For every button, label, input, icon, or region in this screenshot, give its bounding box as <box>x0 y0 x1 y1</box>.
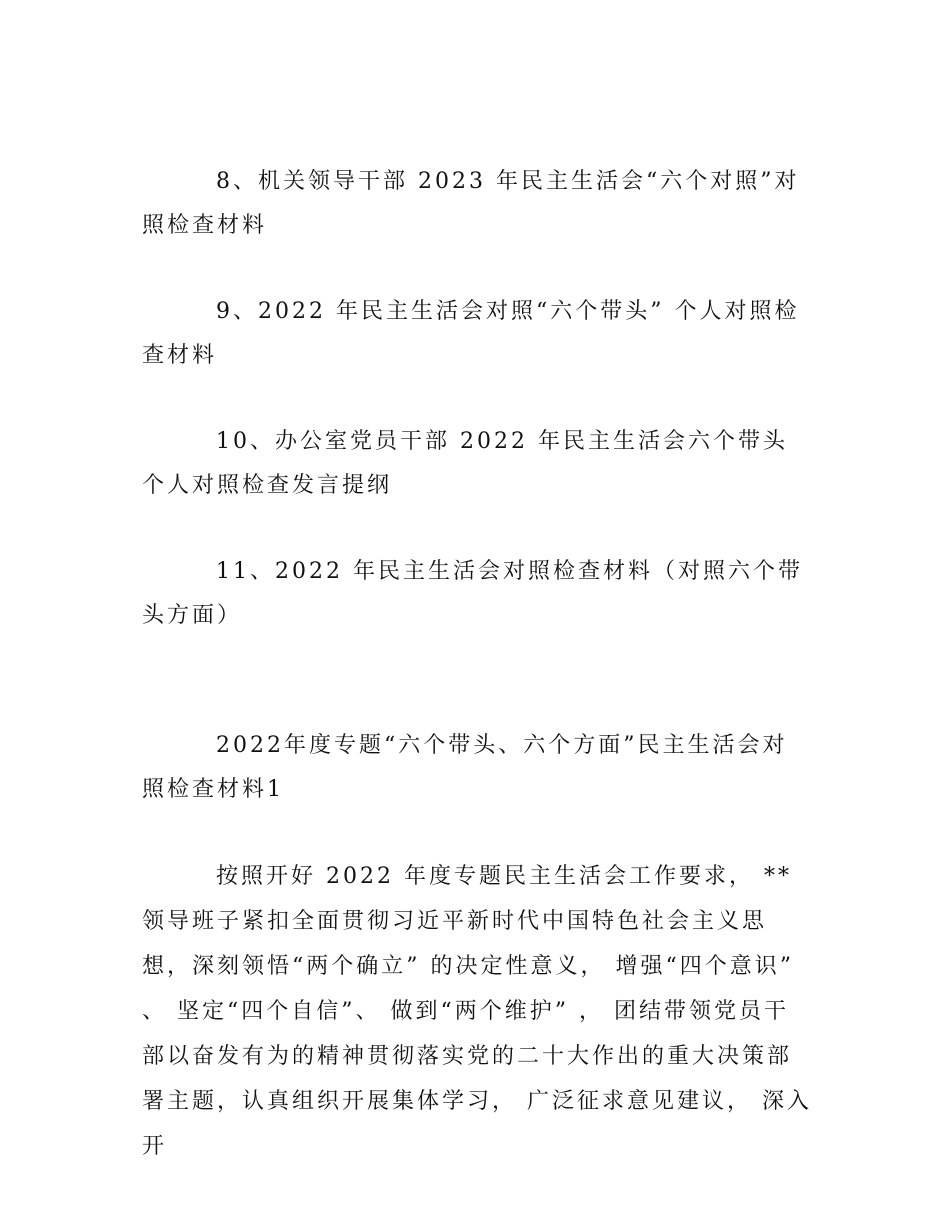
body-paragraph: 按照开好 2022 年度专题民主生活会工作要求， **领导班子紧扣全面贯彻习近平新时代中国特色社会主义思想，深刻领悟“两个确立” 的决定性意义， 增强“四个意识” 、 坚定“四个自信”、 做到“两个维护” ， 团结带领党员干部以奋发有为的精神贯彻落实党的二十大作出的重大决策部署主题，认真组织开展集体学习， 广泛征求意见建议， 深入开 <box>142 864 812 1159</box>
document-content <box>142 160 812 1169</box>
section-title: 2022年度专题“六个带头、六个方面”民主生活会对照检查材料1 <box>142 733 788 802</box>
list-item-9: 9、2022 年民主生活会对照“六个带头” 个人对照检查材料 <box>142 299 800 368</box>
list-item-8: 8、机关领导干部 2023 年民主生活会“六个对照”对照检查材料 <box>142 169 800 238</box>
list-item-11: 11、2022 年民主生活会对照检查材料（对照六个带头方面） <box>142 559 803 628</box>
list-item-10: 10、办公室党员干部 2022 年民主生活会六个带头个人对照检查发言提纲 <box>142 429 788 498</box>
